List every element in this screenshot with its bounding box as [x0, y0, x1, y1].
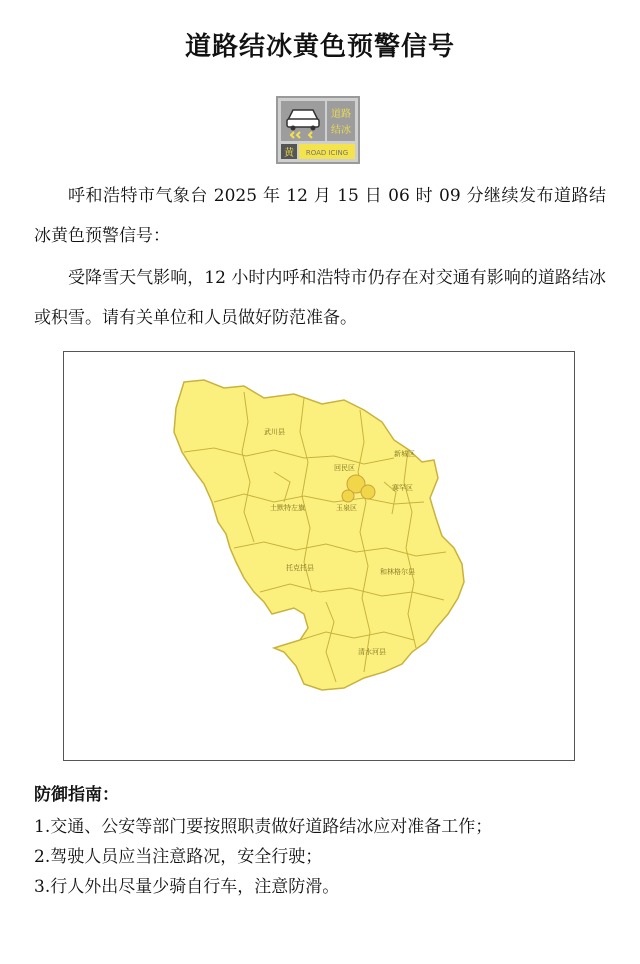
- map-label-tumote: 土默特左旗: [270, 504, 305, 512]
- page-title: 道路结冰黄色预警信号: [184, 32, 455, 62]
- map-label-yuquan: 玉泉区: [336, 504, 357, 512]
- car-body-icon: [287, 119, 319, 127]
- map-label-xincheng: 新城区: [394, 450, 415, 458]
- impact-paragraph: 受降雪天气影响，12 小时内呼和浩特市仍存在对交通有影响的道路结冰或积雪。请有关单位和人员做好防范准备。: [34, 268, 606, 328]
- icon-side-text-top: 道路: [331, 109, 351, 120]
- map-label-tuoketuo: 托克托县: [286, 564, 314, 572]
- map-label-helinge: 和林格尔县: [380, 568, 415, 576]
- map-label-wuchuan: 武川县: [264, 428, 285, 436]
- map-region-shape: [174, 380, 464, 690]
- guide-list: [34, 812, 614, 902]
- announcement-paragraph: 呼和浩特市气象台 2025 年 12 月 15 日 06 时 09 分继续发布道路结冰黄色预警信号：: [34, 186, 606, 246]
- guide-item: 1.交通、公安等部门要按照职责做好道路结冰应对准备工作；: [34, 817, 493, 837]
- guide-heading: 防御指南：: [34, 785, 119, 805]
- icon-badge-text: 黄: [284, 148, 294, 159]
- map-label-huimin: 回民区: [334, 464, 355, 472]
- warning-area-map: [63, 351, 575, 761]
- icon-side-text-mid: 结冰: [331, 125, 351, 136]
- road-ice-icon-graphic: [278, 98, 358, 162]
- icon-footer-text: ROAD ICING: [305, 149, 349, 157]
- guide-item: 2.驾驶人员应当注意路况，安全行驶；: [34, 847, 323, 867]
- map-label-qingshuihe: 清水河县: [358, 648, 386, 656]
- map-label-saihan: 赛罕区: [392, 484, 413, 492]
- guide-item: 3.行人外出尽量少骑自行车，注意防滑。: [34, 877, 340, 897]
- road-ice-warning-icon: [276, 96, 360, 164]
- hohhot-region-map: [64, 352, 574, 760]
